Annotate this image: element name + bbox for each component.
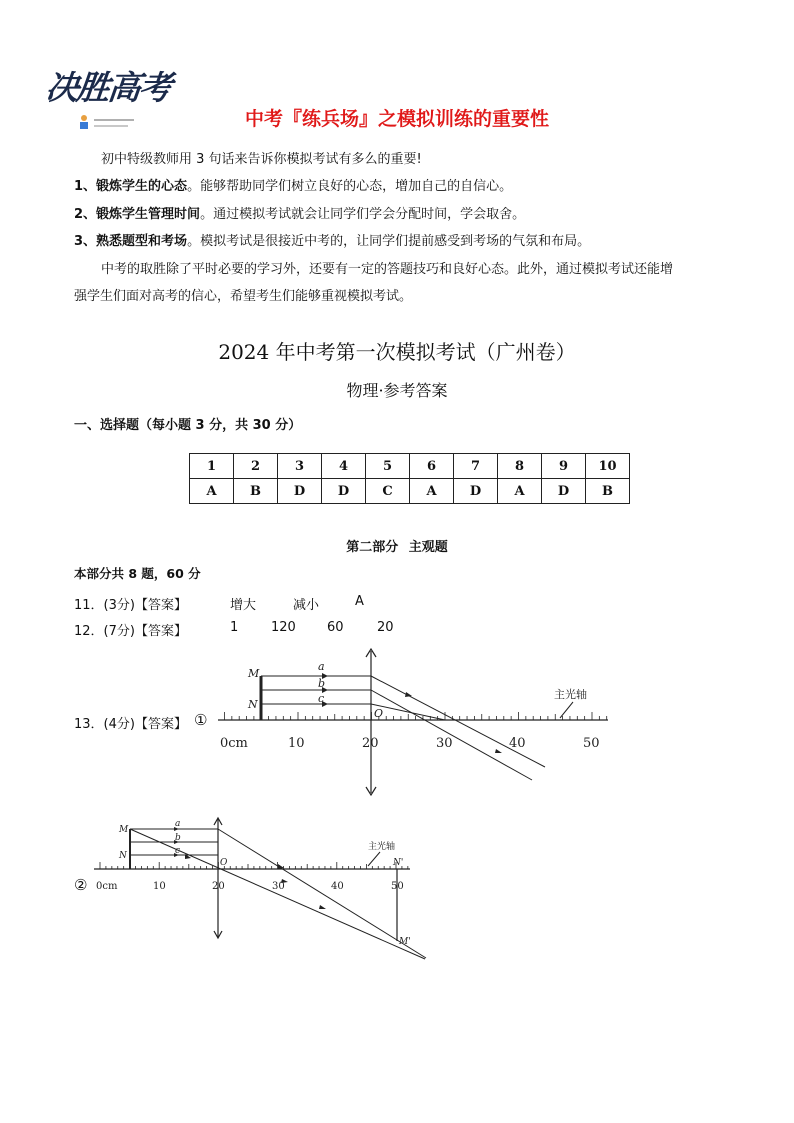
point-bold: 熟悉题型和考场 <box>96 234 188 249</box>
point-rest: 。能够帮助同学们树立良好的心态，增加自己的自信心。 <box>187 179 513 194</box>
section2-note: 本部分共 8 题，60 分 <box>74 566 201 581</box>
q13-label: 13．(4分)【答案】 <box>74 717 187 732</box>
q12-answer-3: 60 <box>327 620 344 635</box>
question-number: 8 <box>498 454 542 479</box>
ray-arrow <box>278 864 284 869</box>
question-number: 1 <box>190 454 234 479</box>
promo-title: 中考『练兵场』之模拟训练的重要性 <box>244 108 549 130</box>
label-m: M <box>248 667 260 680</box>
label-n: N <box>119 851 127 861</box>
label-m-prime: M' <box>399 937 411 947</box>
exam-subtitle: 物理·参考答案 <box>346 381 448 400</box>
promo-point-3 <box>74 232 590 252</box>
question-number: 2 <box>234 454 278 479</box>
q12-label: 12．(7分)【答案】 <box>74 624 187 639</box>
answer-cell: A <box>190 479 234 504</box>
promo-intro: 初中特级教师用 3 句话来告诉你模拟考试有多么的重要! <box>101 152 422 167</box>
label-n: N <box>248 698 258 711</box>
q11-answer-3: A <box>355 594 364 609</box>
tick-label: 20 <box>362 736 379 751</box>
point-num: 1、 <box>74 179 97 194</box>
logo-text: 决胜高考 <box>43 68 172 107</box>
point-bold: 锻炼学生的心态 <box>96 179 188 194</box>
lens-diagram-2 <box>90 815 440 965</box>
promo-closing-2: 强学生们面对高考的信心，希望考生们能够重视模拟考试。 <box>74 289 413 304</box>
question-number: 10 <box>586 454 630 479</box>
promo-point-2 <box>74 205 525 225</box>
refracted-ray-a <box>371 676 545 767</box>
label-c: c <box>318 692 325 705</box>
question-number: 7 <box>454 454 498 479</box>
question-number: 4 <box>322 454 366 479</box>
ray-arrow <box>405 692 412 697</box>
promo-point-1 <box>74 177 512 197</box>
axis-label-leader <box>560 702 573 718</box>
point-rest: 。通过模拟考试就会让同学们学会分配时间，学会取舍。 <box>200 207 526 222</box>
q12-answer-4: 20 <box>377 620 394 635</box>
point-bold: 锻炼学生管理时间 <box>96 207 201 222</box>
label-n-prime: N' <box>393 858 404 868</box>
axis-label: 主光轴 <box>554 688 587 701</box>
answer-cell: A <box>410 479 454 504</box>
label-c: c <box>175 846 181 856</box>
question-number: 5 <box>366 454 410 479</box>
q12-answer-2: 120 <box>271 620 296 635</box>
tick-label: 0cm <box>220 736 248 751</box>
point-num: 2、 <box>74 207 97 222</box>
exam-title: 2024 年中考第一次模拟考试（广州卷） <box>218 340 576 364</box>
label-b: b <box>318 677 326 690</box>
tick-label: 0cm <box>96 881 118 892</box>
tick-label: 30 <box>272 881 285 892</box>
tick-label: 50 <box>391 881 404 892</box>
answer-cell: D <box>454 479 498 504</box>
answer-table-answers <box>190 479 630 504</box>
tick-label: 10 <box>153 881 166 892</box>
question-number: 9 <box>542 454 586 479</box>
label-o: O <box>374 707 384 720</box>
label-m: M <box>119 825 129 835</box>
ruler-ticks <box>100 862 408 869</box>
point-rest: 。模拟考试是很接近中考的，让同学们提前感受到考场的气氛和布局。 <box>187 234 591 249</box>
q11-answer-1: 增大 <box>230 598 257 613</box>
question-number: 6 <box>410 454 454 479</box>
refracted-ray-b <box>371 690 532 780</box>
question-number: 3 <box>278 454 322 479</box>
q11-label: 11．(3分)【答案】 <box>74 598 187 613</box>
answer-cell: D <box>278 479 322 504</box>
q11-answer-2: 减小 <box>293 598 320 613</box>
tick-label: 20 <box>212 881 225 892</box>
label-b: b <box>175 833 181 843</box>
label-a: a <box>318 660 325 673</box>
section2-heading: 第二部分 主观题 <box>346 540 448 555</box>
tick-label: 50 <box>583 736 600 751</box>
answer-cell: B <box>234 479 278 504</box>
label-a: a <box>175 819 181 829</box>
promo-closing-1: 中考的取胜除了平时必要的学习外，还要有一定的答题技巧和良好心态。此外，通过模拟考试还能增 <box>101 262 674 277</box>
answer-cell: A <box>498 479 542 504</box>
answer-cell: C <box>366 479 410 504</box>
answer-cell: D <box>322 479 366 504</box>
q13-mark-1: ① <box>194 711 208 729</box>
q13-mark-2: ② <box>74 876 88 894</box>
tick-label: 10 <box>288 736 305 751</box>
section1-heading: 一、选择题（每小题 3 分，共 30 分） <box>74 418 302 433</box>
point-num: 3、 <box>74 234 97 249</box>
lens-diagram-1 <box>210 645 630 800</box>
answer-table-numbers <box>190 454 630 479</box>
axis-label: 主光轴 <box>368 842 396 852</box>
ray-arrow <box>319 905 326 909</box>
answer-table <box>189 453 630 504</box>
answer-cell: D <box>542 479 586 504</box>
q12-answer-1: 1 <box>230 620 239 635</box>
ray-arrow <box>495 749 502 753</box>
axis-label-leader <box>368 852 380 866</box>
tick-label: 40 <box>509 736 526 751</box>
answer-cell: B <box>586 479 630 504</box>
tick-label: 30 <box>436 736 453 751</box>
label-o: O <box>220 858 228 868</box>
tick-label: 40 <box>331 881 344 892</box>
